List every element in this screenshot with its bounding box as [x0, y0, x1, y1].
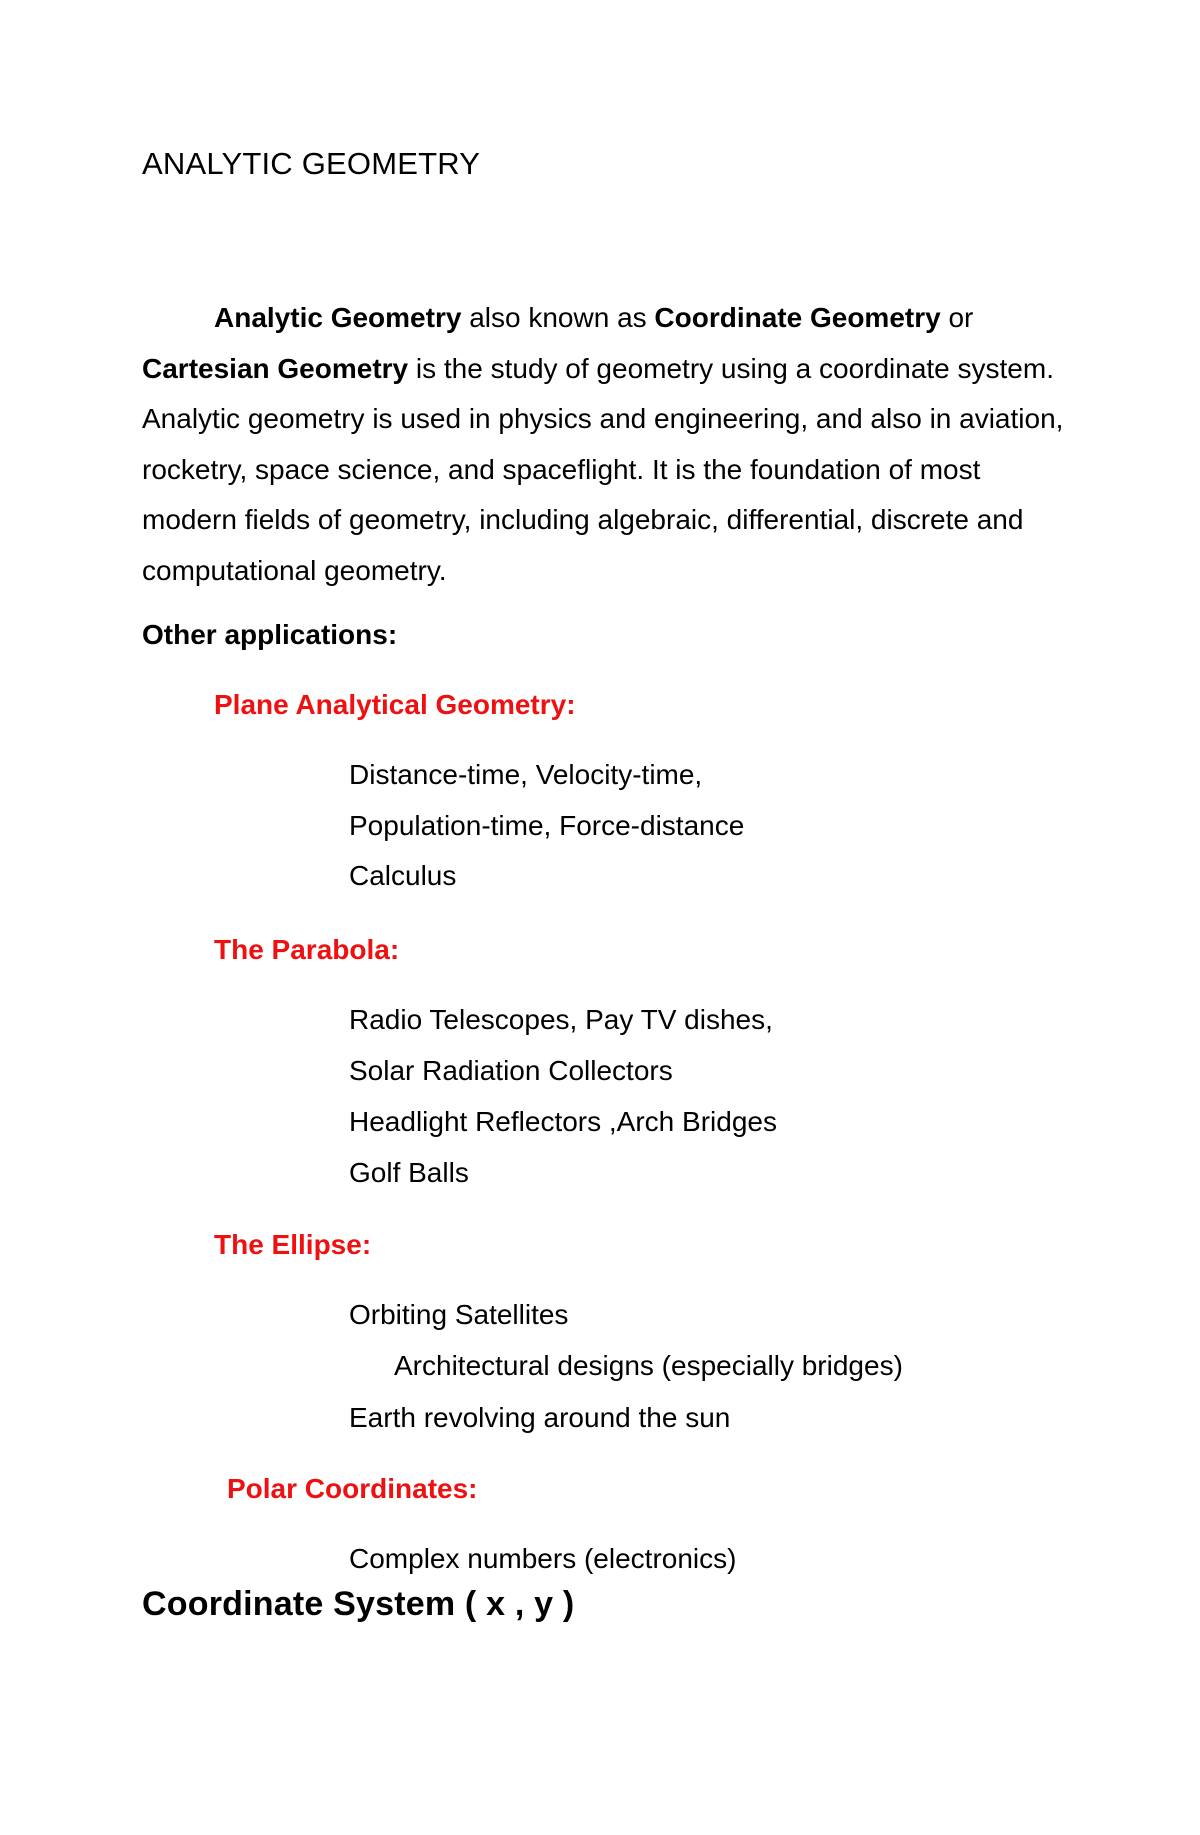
list-item: Population-time, Force-distance: [349, 810, 745, 841]
document-title: ANALYTIC GEOMETRY: [142, 146, 481, 181]
list-item: Calculus: [349, 860, 457, 891]
list-item: Headlight Reflectors ,Arch Bridges: [349, 1106, 777, 1137]
list-item: Golf Balls: [349, 1157, 469, 1188]
term-coordinate-geometry: Coordinate Geometry: [654, 302, 941, 333]
term-analytic-geometry: Analytic Geometry: [214, 302, 462, 333]
intro-text-1: also known as: [461, 302, 655, 333]
list-item: Radio Telescopes, Pay TV dishes,: [349, 1004, 773, 1035]
section-heading-parabola: The Parabola:: [214, 934, 400, 965]
other-applications-heading: Other applications:: [142, 619, 398, 650]
list-item: Orbiting Satellites: [349, 1299, 569, 1330]
section-heading-ellipse: The Ellipse:: [214, 1229, 372, 1260]
list-item: Architectural designs (especially bridges): [394, 1350, 903, 1381]
coordinate-system-heading: Coordinate System ( x , y ): [142, 1585, 575, 1623]
term-cartesian-geometry: Cartesian Geometry: [142, 352, 409, 384]
list-item: Earth revolving around the sun: [349, 1402, 731, 1433]
list-item: Complex numbers (electronics): [349, 1543, 737, 1574]
list-item: Distance-time, Velocity-time,: [349, 759, 703, 790]
intro-text-2: or: [940, 302, 974, 333]
intro-paragraph: [142, 293, 1072, 596]
intro-text-3: is the study of geometry using a coordinate system. Analytic geometry is used in physics and engineering, and also in aviation, rocketry, space science, and spaceflight. It is the foundation of most modern fields of geometry, including algebraic, differential, discrete and computational geometry.: [142, 352, 1064, 586]
section-heading-polar-coordinates: Polar Coordinates:: [227, 1473, 478, 1504]
list-item: Solar Radiation Collectors: [349, 1055, 673, 1086]
section-heading-plane-analytical-geometry: Plane Analytical Geometry:: [214, 689, 576, 720]
